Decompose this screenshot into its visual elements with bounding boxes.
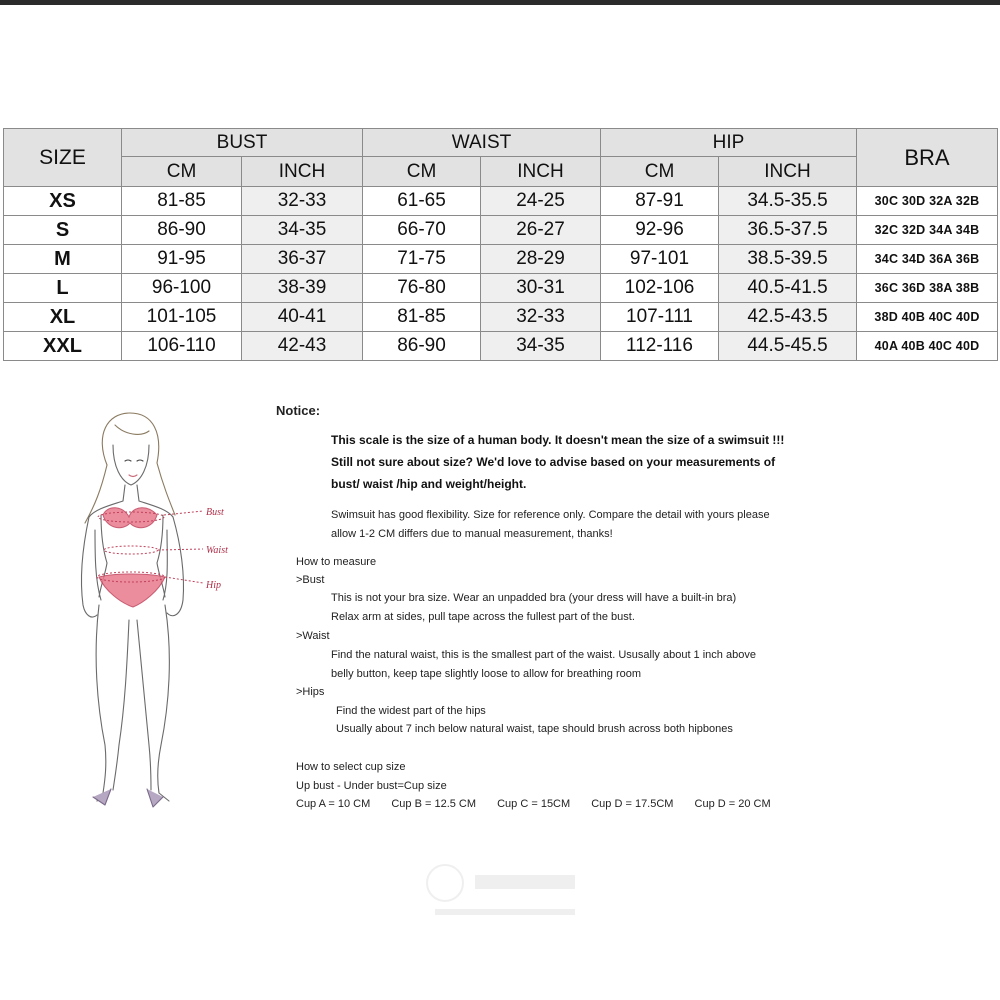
table-row: [4, 274, 998, 303]
bust-cm-cell: 96-100: [122, 274, 242, 303]
unit-header: CM: [601, 157, 719, 187]
unit-header: CM: [122, 157, 242, 187]
bust-inch-cell: 38-39: [242, 274, 363, 303]
size-cell: L: [4, 274, 122, 303]
bust-instruction: This is not your bra size. Wear an unpadded bra (your dress will have a built-in bra): [331, 592, 737, 604]
table-row: [4, 245, 998, 274]
how-to-measure-heading: How to measure: [296, 556, 377, 568]
notice-title: Notice:: [276, 403, 321, 418]
cup-size-item: Cup C = 15CM: [497, 798, 571, 810]
hip-cm-cell: 102-106: [601, 274, 719, 303]
bust-inch-cell: 32-33: [242, 187, 363, 216]
cup-size-item: Cup D = 17.5CM: [591, 798, 674, 810]
table-row: [4, 303, 998, 332]
bust-header: BUST: [122, 129, 363, 157]
waist-inch-cell: 28-29: [481, 245, 601, 274]
cup-size-heading: How to select cup size: [296, 761, 406, 773]
waist-inch-cell: 30-31: [481, 274, 601, 303]
unit-header: CM: [363, 157, 481, 187]
waist-inch-cell: 34-35: [481, 332, 601, 361]
hip-cm-cell: 87-91: [601, 187, 719, 216]
flexibility-note: Swimsuit has good flexibility. Size for reference only. Compare the detail with yours please: [331, 509, 770, 521]
waist-cm-cell: 71-75: [363, 245, 481, 274]
size-cell: XXL: [4, 332, 122, 361]
bust-cm-cell: 91-95: [122, 245, 242, 274]
bust-heading: >Bust: [296, 574, 325, 586]
unit-header: INCH: [481, 157, 601, 187]
hip-inch-cell: 34.5-35.5: [719, 187, 857, 216]
bra-cell: 34C 34D 36A 36B: [857, 245, 998, 274]
table-row: [4, 332, 998, 361]
hip-label: Hip: [206, 580, 221, 591]
bra-cell: 40A 40B 40C 40D: [857, 332, 998, 361]
notice-bold-line: This scale is the size of a human body. It doesn't mean the size of a swimsuit !!!: [331, 433, 785, 447]
body-measurement-illustration: [45, 405, 255, 815]
notice-bold-line: bust/ waist /hip and weight/height.: [331, 477, 527, 491]
bra-header: BRA: [857, 129, 998, 187]
waist-inch-cell: 24-25: [481, 187, 601, 216]
waist-cm-cell: 76-80: [363, 274, 481, 303]
hip-inch-cell: 38.5-39.5: [719, 245, 857, 274]
waist-cm-cell: 66-70: [363, 216, 481, 245]
size-cell: M: [4, 245, 122, 274]
size-header: SIZE: [4, 129, 122, 187]
size-cell: S: [4, 216, 122, 245]
waist-heading: >Waist: [296, 630, 330, 642]
flexibility-note: allow 1-2 CM differs due to manual measurement, thanks!: [331, 528, 613, 540]
size-cell: XS: [4, 187, 122, 216]
waist-label: Waist: [206, 545, 228, 556]
cup-size-item: Cup A = 10 CM: [296, 798, 371, 810]
hips-instruction: Usually about 7 inch below natural waist, tape should brush across both hipbones: [336, 723, 733, 735]
cup-size-formula: Up bust - Under bust=Cup size: [296, 780, 447, 792]
table-row: [4, 216, 998, 245]
hips-heading: >Hips: [296, 686, 325, 698]
bust-cm-cell: 101-105: [122, 303, 242, 332]
waist-instruction: Find the natural waist, this is the smallest part of the waist. Ususally about 1 inch above: [331, 649, 756, 661]
cup-size-item: Cup B = 12.5 CM: [391, 798, 477, 810]
bust-cm-cell: 81-85: [122, 187, 242, 216]
bra-cell: 36C 36D 38A 38B: [857, 274, 998, 303]
hip-cm-cell: 92-96: [601, 216, 719, 245]
waist-cm-cell: 86-90: [363, 332, 481, 361]
hip-header: HIP: [601, 129, 857, 157]
size-chart-table: [3, 128, 998, 361]
bust-instruction: Relax arm at sides, pull tape across the fullest part of the bust.: [331, 611, 635, 623]
bust-cm-cell: 86-90: [122, 216, 242, 245]
waist-cm-cell: 81-85: [363, 303, 481, 332]
waist-inch-cell: 32-33: [481, 303, 601, 332]
waist-header: WAIST: [363, 129, 601, 157]
hips-instruction: Find the widest part of the hips: [336, 705, 486, 717]
bust-inch-cell: 36-37: [242, 245, 363, 274]
cup-size-list: [296, 798, 789, 810]
cup-size-item: Cup D = 20 CM: [694, 798, 771, 810]
waist-cm-cell: 61-65: [363, 187, 481, 216]
bust-inch-cell: 42-43: [242, 332, 363, 361]
hip-inch-cell: 36.5-37.5: [719, 216, 857, 245]
waist-inch-cell: 26-27: [481, 216, 601, 245]
bra-cell: 38D 40B 40C 40D: [857, 303, 998, 332]
notice-bold-line: Still not sure about size? We'd love to advise based on your measurements of: [331, 455, 776, 469]
bra-cell: 32C 32D 34A 34B: [857, 216, 998, 245]
hip-inch-cell: 42.5-43.5: [719, 303, 857, 332]
waist-instruction: belly button, keep tape slightly loose to allow for breathing room: [331, 668, 642, 680]
table-row: [4, 187, 998, 216]
bust-inch-cell: 34-35: [242, 216, 363, 245]
top-border: [0, 0, 1000, 5]
unit-header: INCH: [242, 157, 363, 187]
bust-inch-cell: 40-41: [242, 303, 363, 332]
bra-cell: 30C 30D 32A 32B: [857, 187, 998, 216]
hip-cm-cell: 112-116: [601, 332, 719, 361]
bust-cm-cell: 106-110: [122, 332, 242, 361]
size-cell: XL: [4, 303, 122, 332]
hip-inch-cell: 40.5-41.5: [719, 274, 857, 303]
watermark-logo: [415, 855, 585, 925]
hip-inch-cell: 44.5-45.5: [719, 332, 857, 361]
unit-header: INCH: [719, 157, 857, 187]
hip-cm-cell: 97-101: [601, 245, 719, 274]
hip-cm-cell: 107-111: [601, 303, 719, 332]
bust-label: Bust: [206, 507, 224, 518]
